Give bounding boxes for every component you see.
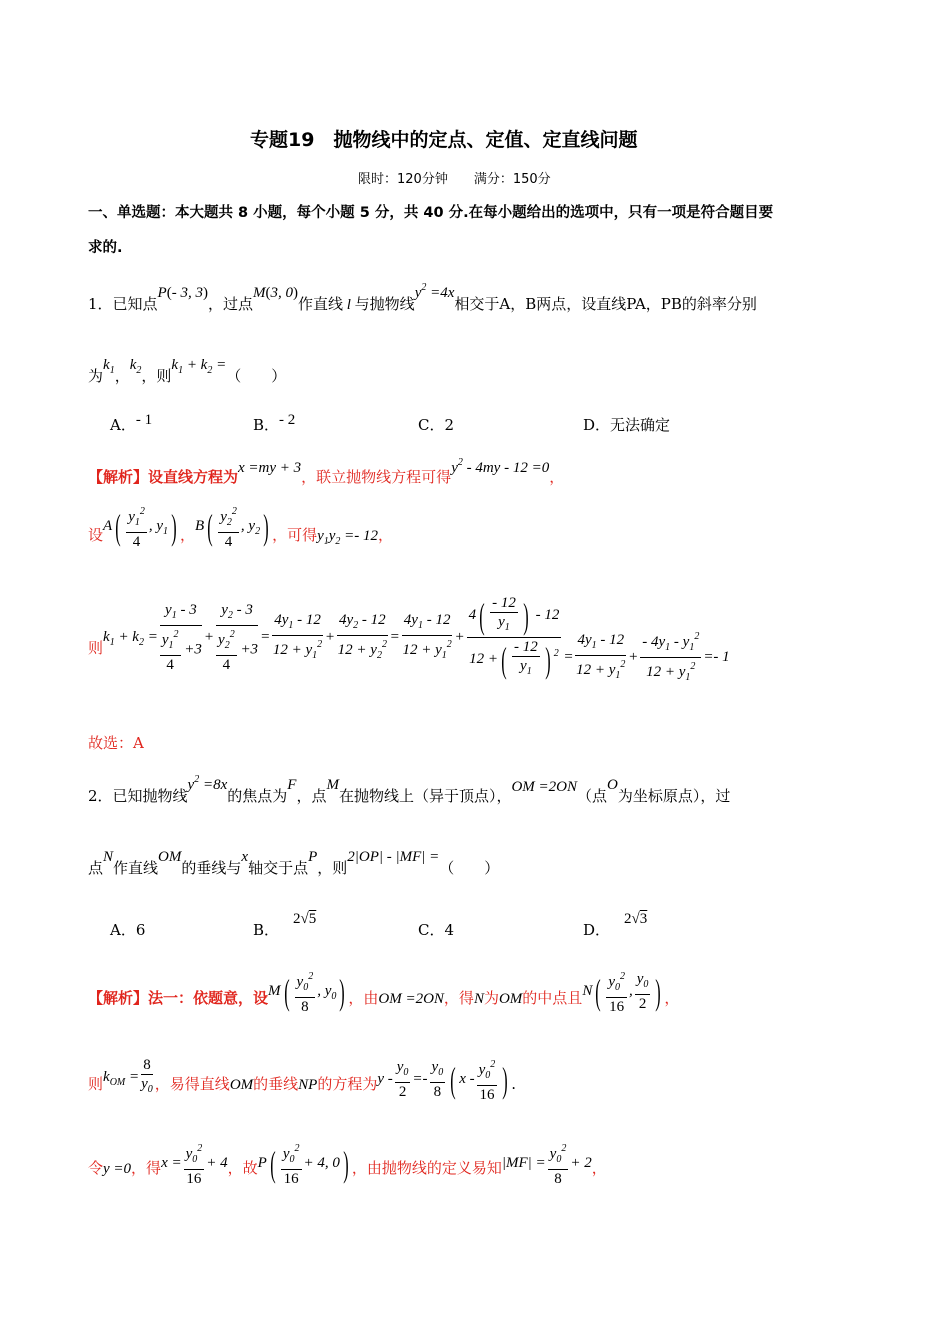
- q2-stem-line2: 点N作直线OM的垂线与x轴交于点P，则2|OP| - |MF| =（ ）: [88, 849, 500, 877]
- q2-option-d[interactable]: D．2√3: [583, 911, 648, 939]
- q2-option-c[interactable]: C．4: [418, 921, 455, 939]
- q1-answer: 故选：A: [88, 734, 144, 752]
- q1-stem-line2: 为$k_1$，$k_2$，则$k_1 + k_2$ =（ ）: [88, 357, 287, 385]
- q2-stem-line1: 2．已知抛物线$y^2 =8x$的焦点为F，点M在抛物线上（异于顶点），OM =2ON（点O为坐标原点），过: [88, 774, 731, 805]
- q2-solution-line2: 则$k_{OM}$ = $\frac{8}{y_0}$ ，易得直线OM的垂线NP的方程为y - $\frac{y_0}{2}$ =- $\frac{y_0}{8}$ ( x - $\frac{y_0^2}{16}$ ) .: [88, 1057, 517, 1103]
- q1-option-c[interactable]: C．2: [418, 416, 455, 434]
- q2-option-b[interactable]: B．2√5: [253, 911, 317, 939]
- page-title: 专题19 抛物线中的定点、定值、定直线问题: [250, 129, 638, 151]
- q2-solution-line3: 令y =0，得x = $\frac{y_0^2}{16}$ + 4，故P( $\frac{y_0^2}{16}$ + 4, 0) ，由抛物线的定义易知|MF| = $\frac{y_0^2}{8}$ + 2，: [88, 1140, 607, 1196]
- q1-option-a[interactable]: A．- 1: [110, 412, 153, 434]
- q1-option-d[interactable]: D．无法确定: [583, 416, 671, 434]
- page-subtitle: 限时：120分钟 满分：150分: [358, 172, 551, 187]
- q1-solution-line2: 设A( $\frac{y_1^2}{4}$ , $y_1$) ，B( $\frac{y_2^2}{4}$ , $y_2$) ，可得$y_1y_2 =- 12$，: [88, 510, 393, 560]
- q1-stem-line1: 1．已知点P(- 3, 3)，过点M(3, 0)作直线 l 与抛物线$y^2 =4x$相交于A，B两点，设直线PA，PB的斜率分别: [88, 282, 757, 313]
- q1-solution-line1: 【解析】设直线方程为x =my + 3，联立抛物线方程可得$y^2 - 4my - 12 =0$，: [88, 457, 565, 486]
- section-header-line2: 求的.: [88, 240, 123, 256]
- q1-option-b[interactable]: B．- 2: [253, 412, 296, 434]
- q1-solution-line3: 则$k_1 + k_2$ = $y_1 - 3$ $\frac{y_1^2}{4}$ +3 + $y_2 - 3$ $\frac{y_2^2}{4}$ +3 = $\frac{4y_1 - 12}{12 + y_1^2}$ + $\frac{4y_2 - 12}{12 + y_2^2}$ = $\frac{4y_1 - 12}{12 + y_1^2}$ + 4( $\frac{- 12}{y_1}$ ) - 12 12 +( $\frac{- 12}{y_1}$ ) $^2$ = $\frac{4y_1 - 12}{12 + y_1^2}$ + $\frac{- 4y_1 - y_1^2}{12 + y_1^2}$ =- 1: [88, 595, 730, 684]
- section-header-line1: 一、单选题：本大题共 8 小题，每个小题 5 分，共 40 分.在每小题给出的选项中，只有一项是符合题目要: [88, 205, 774, 221]
- q2-solution-line1: 【解析】法一：依题意，设M( $\frac{y_0^2}{8}$ , $y_0$) ，由OM =2ON，得N为OM的中点且N( $\frac{y_0^2}{16}$ , $\frac{y_0}{2}$ ) ，: [88, 968, 679, 1028]
- q2-option-a[interactable]: A．6: [110, 921, 146, 939]
